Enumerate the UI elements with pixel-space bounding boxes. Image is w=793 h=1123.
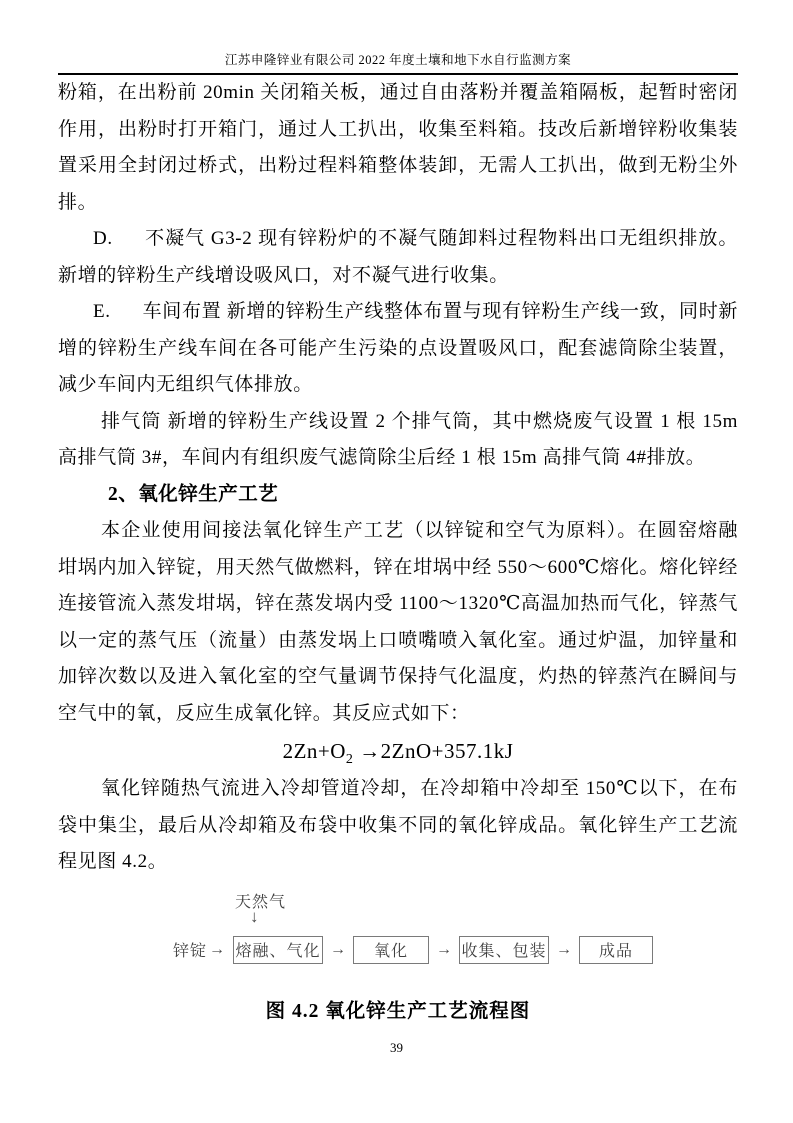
flow-step-box bbox=[579, 936, 653, 964]
right-arrow-icon: → bbox=[436, 940, 453, 958]
down-arrow-icon: ↓ bbox=[250, 906, 259, 926]
flow-step-box bbox=[353, 936, 429, 964]
equation-subscript: 2 bbox=[345, 752, 354, 768]
flow-gas-label: 天然气 bbox=[235, 893, 287, 911]
flow-step-label: 收集、包装 bbox=[461, 943, 547, 960]
equation-lhs: 2Zn+O bbox=[282, 739, 346, 763]
list-item-d-label: D. bbox=[93, 228, 113, 249]
paragraph-exhaust-stack: 排气筒 新增的锌粉生产线设置 2 个排气筒，其中燃烧废气设置 1 根 15m 高排气筒 3#，车间内有组织废气滤筒除尘后经 1 根 15m 高排气筒 4#排放。 bbox=[58, 410, 738, 468]
chemical-equation bbox=[58, 732, 738, 771]
figure-caption: 图 4.2 氧化锌生产工艺流程图 bbox=[265, 1000, 531, 1022]
paragraph-cooling: 氧化锌随热气流进入冷却管道冷却，在冷却箱中冷却至 150℃以下，在布袋中集尘，最后从冷却箱及布袋中收集不同的氧化锌成品。氧化锌生产工艺流程见图 4.2。 bbox=[58, 778, 738, 872]
page-header bbox=[58, 50, 738, 75]
list-item-e-label: E. bbox=[93, 301, 111, 322]
list-item-d bbox=[58, 221, 738, 294]
page-number: 39 bbox=[390, 1040, 403, 1055]
equation-rhs: →2ZnO+357.1kJ bbox=[353, 739, 514, 763]
document-body bbox=[58, 75, 738, 1023]
paragraph-process: 本企业使用间接法氧化锌生产工艺（以锌锭和空气为原料）。在圆窑熔融坩埚内加入锌锭，用天然气做燃料，锌在坩埚中经 550～600℃熔化。熔化锌经连接管流入蒸发坩埚，锌在蒸发埚内受 1100～1320℃高温加热而气化，锌蒸气以一定的蒸气压（流量）由蒸发埚上口喷嘴喷入氧化室。通过炉温，加锌量和加锌次数以及进入氧化室的空气量调节保持气化温度，灼热的锌蒸汽在瞬间与空气中的氧，反应生成氧化锌。其反应式如下： bbox=[58, 520, 738, 724]
paragraph-continuation: 粉箱，在出粉前 20min 关闭箱关板，通过自由落粉并覆盖箱隔板，起暂时密闭作用，出粉时打开箱门，通过人工扒出，收集至料箱。技改后新增锌粉收集装置采用全封闭过桥式，出粉过程料箱整体装卸，无需人工扒出，做到无粉尘外排。 bbox=[58, 82, 738, 213]
list-item-d-text: 不凝气 G3-2 现有锌粉炉的不凝气随卸料过程物料出口无组织排放。新增的锌粉生产线增设吸风口，对不凝气进行收集。 bbox=[58, 228, 738, 286]
header-title: 江苏申隆锌业有限公司 2022 年度土壤和地下水自行监测方案 bbox=[224, 53, 572, 67]
flow-row bbox=[173, 936, 653, 964]
process-flowchart bbox=[58, 889, 738, 981]
flow-step-label: 熔融、气化 bbox=[235, 943, 321, 960]
right-arrow-icon: → bbox=[556, 940, 573, 958]
flow-step-label: 成品 bbox=[599, 943, 634, 960]
list-item-e bbox=[58, 294, 738, 404]
right-arrow-icon: → bbox=[330, 940, 347, 958]
flow-step-box bbox=[233, 936, 323, 964]
flow-input-label: 锌锭 bbox=[173, 943, 208, 960]
right-arrow-icon: → bbox=[209, 940, 226, 958]
list-item-e-text: 车间布置 新增的锌粉生产线整体布置与现有锌粉生产线一致，同时新增的锌粉生产线车间在各可能产生污染的点设置吸风口，配套滤筒除尘装置， 减少车间内无组织气体排放。 bbox=[58, 301, 738, 395]
section-heading: 2、氧化锌生产工艺 bbox=[108, 483, 279, 505]
flow-step-box bbox=[459, 936, 549, 964]
flow-step-label: 氧化 bbox=[374, 943, 409, 960]
